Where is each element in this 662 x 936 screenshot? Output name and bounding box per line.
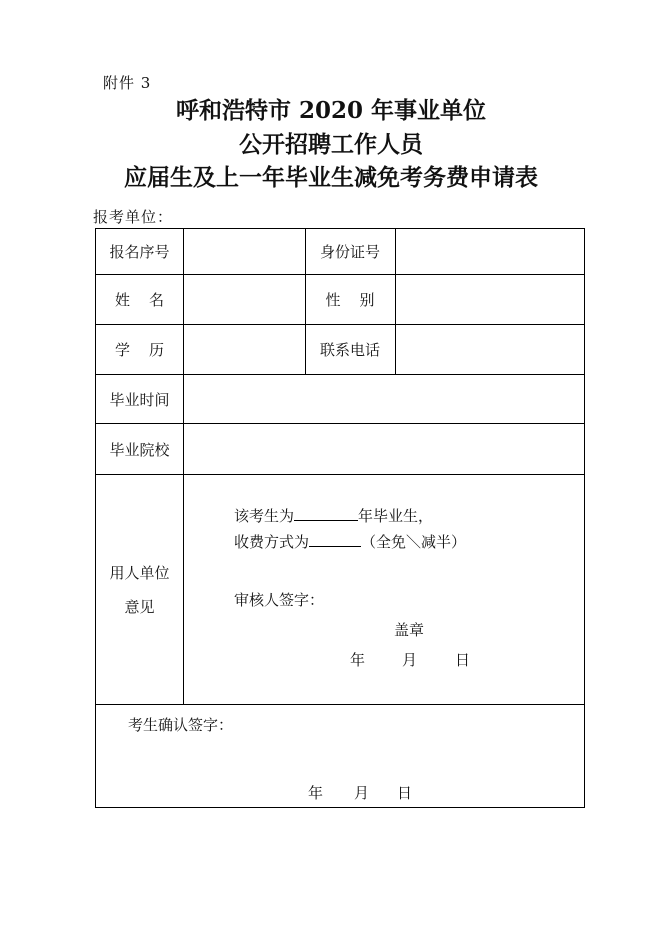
form-title-line1: 呼和浩特市 2020 年事业单位 [175,97,487,124]
employer-opinion-area[interactable] [184,475,584,704]
fee-method-blank[interactable] [309,532,361,547]
opinion-month: 月 [402,651,418,669]
education-field[interactable] [184,325,305,374]
graduate-year-line [234,505,433,526]
candidate-signature-label: 考生确认签字： [128,716,234,734]
form-title-line2: 公开招聘工作人员 [239,131,423,158]
id-no-label: 身份证号 [319,243,380,261]
reg-no-label: 报名序号 [109,243,170,261]
phone-label: 联系电话 [319,341,380,359]
applying-unit-label: 报考单位： [93,208,174,226]
education-label: 学 历 [114,341,165,359]
confirm-month: 月 [354,784,370,802]
fee-method-line [234,531,466,552]
employer-label-line2: 意见 [124,597,155,616]
graduate-year-suffix: 年毕业生， [358,507,434,525]
attachment-number: 附件 3 [103,74,152,92]
candidate-confirm-area[interactable] [96,705,584,807]
name-field[interactable] [184,275,305,324]
graduation-time-field[interactable] [184,375,584,423]
id-no-field[interactable] [396,229,584,274]
graduation-school-field[interactable] [184,424,584,474]
fee-method-prefix: 收费方式为 [234,533,310,551]
graduation-school-label: 毕业院校 [109,440,170,459]
graduate-year-prefix: 该考生为 [234,507,295,525]
gender-field[interactable] [396,275,584,324]
confirm-day: 日 [397,784,413,802]
phone-field[interactable] [396,325,584,374]
gender-label: 性 别 [325,291,375,309]
seal-label: 盖章 [394,621,425,639]
reviewer-signature-label: 审核人签字： [234,591,325,609]
employer-opinion-label [96,475,183,704]
name-label: 姓 名 [114,291,165,309]
fee-method-suffix: （全免＼减半） [361,533,467,551]
application-form-table [95,228,585,808]
opinion-day: 日 [455,651,471,669]
form-title-line3: 应届生及上一年毕业生减免考务费申请表 [124,164,538,191]
confirm-year: 年 [308,784,324,802]
employer-label-line1: 用人单位 [109,563,170,582]
opinion-year: 年 [350,651,366,669]
graduate-year-blank[interactable] [294,506,358,521]
graduation-time-label: 毕业时间 [109,390,170,409]
reg-no-field[interactable] [184,229,305,274]
